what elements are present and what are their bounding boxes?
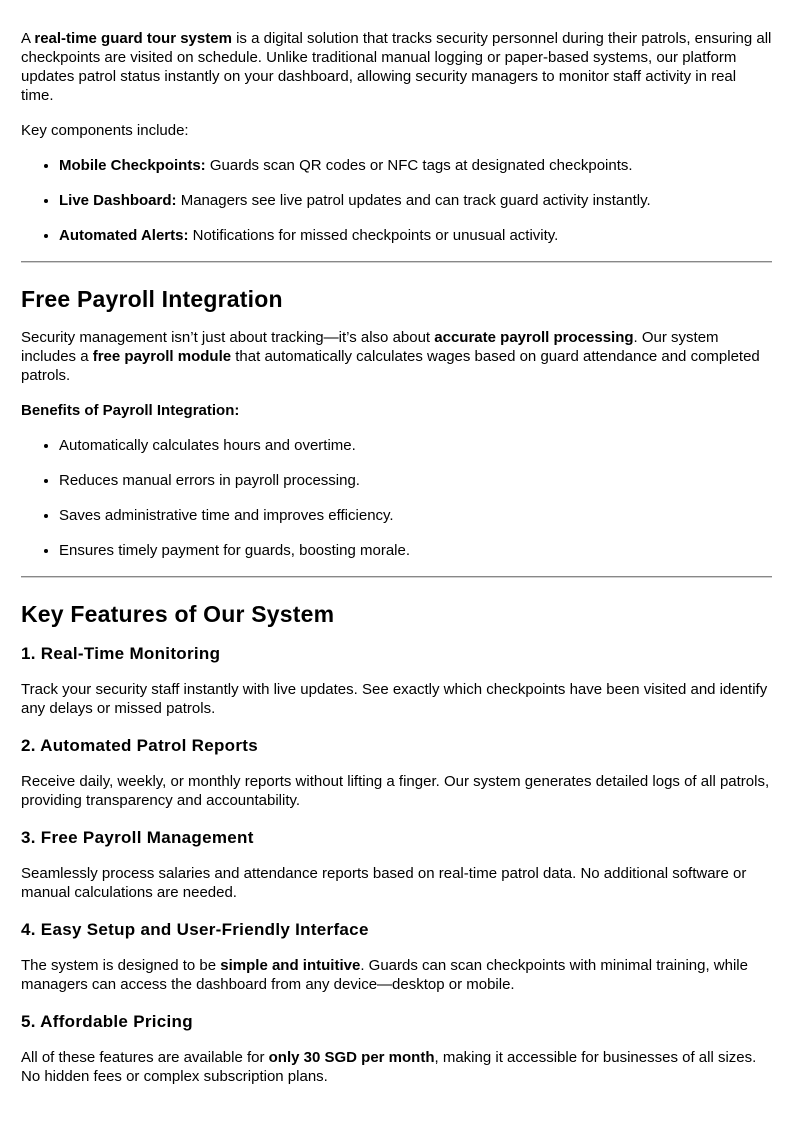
feature-emphasis: only 30 SGD per month — [268, 1049, 435, 1066]
section-divider — [21, 576, 772, 578]
components-list — [21, 156, 772, 245]
payroll-text: . Our system includes a — [21, 329, 719, 365]
list-item — [59, 226, 772, 245]
payroll-paragraph — [21, 328, 772, 385]
payroll-heading: Free Payroll Integration — [21, 286, 283, 312]
list-item-label: Automated Alerts: — [59, 227, 189, 244]
feature-text — [21, 956, 772, 994]
list-item: • Saves administrative time and improves efficiency. — [59, 506, 772, 525]
key-components-lead: Key components include: — [21, 122, 189, 139]
list-item-text: Guards scan QR codes or NFC tags at designated checkpoints. — [205, 157, 633, 174]
payroll-emphasis: free payroll module — [92, 348, 232, 365]
payroll-text: Security management isn’t just about tracking—it’s also about — [21, 329, 435, 346]
payroll-text: that automatically calculates wages based on guard attendance and completed patrols. — [21, 348, 760, 384]
feature-title: 1. Real-Time Monitoring — [21, 644, 221, 663]
list-item-text: Managers see live patrol updates and can track guard activity instantly. — [176, 192, 651, 209]
list-item: • Ensures timely payment for guards, boosting morale. — [59, 541, 772, 560]
feature-text: Receive daily, weekly, or monthly reports without lifting a finger. Our system generates detailed logs of all patrols, providing transparency and accountability. — [21, 773, 770, 809]
list-item-text: Notifications for missed checkpoints or unusual activity. — [188, 227, 559, 244]
intro-text: A — [21, 30, 35, 47]
feature-text-part: The system is designed to be — [21, 957, 221, 974]
benefits-heading: Benefits of Payroll Integration: — [21, 402, 240, 419]
feature-title: 3. Free Payroll Management — [21, 828, 254, 847]
feature-emphasis: simple and intuitive — [220, 957, 361, 974]
list-item: • Automatically calculates hours and overtime. — [59, 436, 772, 455]
list-item: • Reduces manual errors in payroll processing. — [59, 471, 772, 490]
feature-text-part: . Guards can scan checkpoints with minimal training, while managers can access the dashboard from any device—desktop or mobile. — [21, 957, 748, 993]
benefits-list — [21, 436, 772, 560]
feature-text-part: All of these features are available for — [21, 1049, 269, 1066]
feature-text: Seamlessly process salaries and attendance reports based on real-time patrol data. No additional software or manual calculations are needed. — [21, 865, 747, 901]
intro-paragraph — [21, 29, 772, 105]
feature-text: Track your security staff instantly with live updates. See exactly which checkpoints have been visited and identify any delays or missed patrols. — [21, 681, 768, 717]
list-item — [59, 191, 772, 210]
intro-text: is a digital solution that tracks security personnel during their patrols, ensuring all checkpoints are visited on schedule. Unlike traditional manual logging or paper-based systems, our platform updates patrol status instantly on your dashboard, allowing security managers to monitor staff activity in real time. — [21, 30, 772, 104]
features-heading: Key Features of Our System — [21, 601, 335, 627]
payroll-emphasis: accurate payroll processing — [434, 329, 634, 346]
list-item-label: Live Dashboard: — [59, 192, 177, 209]
feature-text-part: , making it accessible for businesses of all sizes. No hidden fees or complex subscription plans. — [21, 1049, 757, 1085]
list-item — [59, 156, 772, 175]
feature-title: 2. Automated Patrol Reports — [21, 736, 259, 755]
feature-title: 4. Easy Setup and User-Friendly Interface — [21, 920, 369, 939]
feature-title: 5. Affordable Pricing — [21, 1012, 193, 1031]
feature-text — [21, 1048, 772, 1086]
list-item-label: Mobile Checkpoints: — [59, 157, 206, 174]
section-divider — [21, 261, 772, 263]
intro-emphasis: real-time guard tour system — [34, 30, 232, 47]
